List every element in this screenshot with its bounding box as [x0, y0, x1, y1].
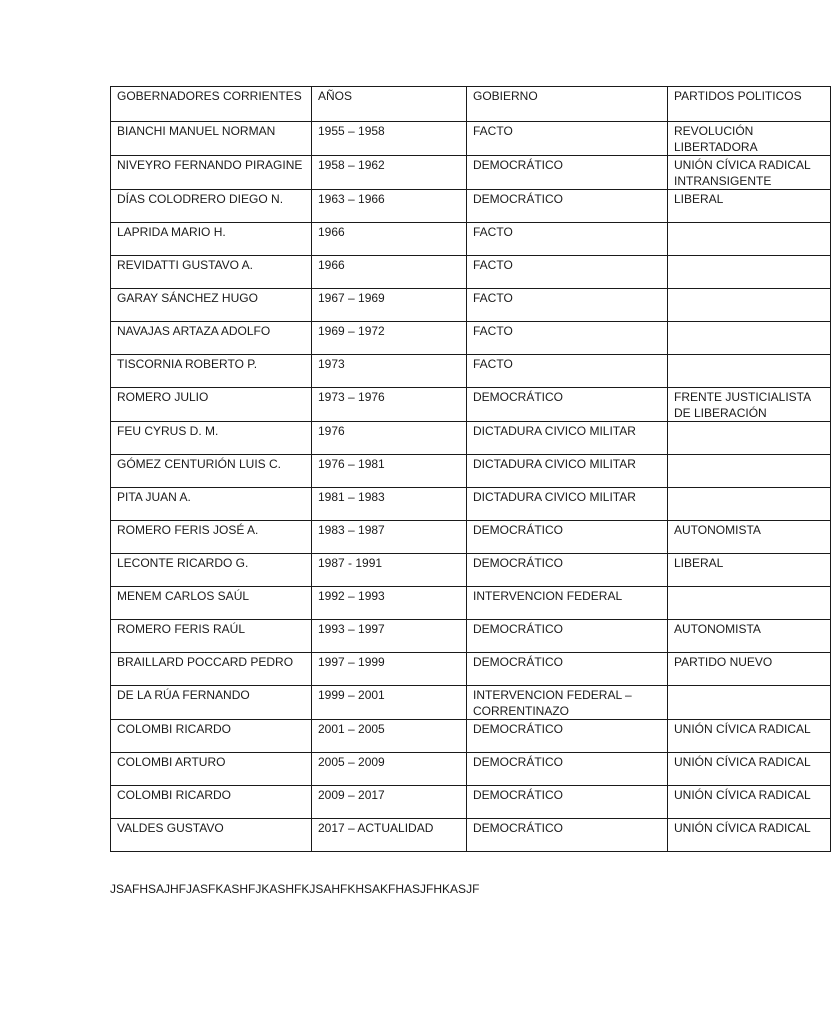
years-cell: 1963 – 1966 [312, 190, 467, 223]
governor-name-cell: DE LA RÚA FERNANDO [111, 686, 312, 720]
years-cell: 1987 - 1991 [312, 554, 467, 587]
governor-name-cell: PITA JUAN A. [111, 488, 312, 521]
party-cell [668, 422, 831, 455]
government-cell: DEMOCRÁTICO [467, 753, 668, 786]
party-cell [668, 322, 831, 355]
years-cell: 2005 – 2009 [312, 753, 467, 786]
table-row [111, 156, 831, 190]
years-cell: 1966 [312, 223, 467, 256]
government-cell: FACTO [467, 223, 668, 256]
government-cell: DICTADURA CIVICO MILITAR [467, 422, 668, 455]
footer-text: JSAFHSAJHFJASFKASHFJKASHFKJSAHFKHSAKFHASJFHKASJF [110, 882, 480, 896]
party-cell [668, 223, 831, 256]
party-cell: UNIÓN CÍVICA RADICAL [668, 819, 831, 852]
years-cell: 1983 – 1987 [312, 521, 467, 554]
years-cell: 1967 – 1969 [312, 289, 467, 322]
table-row [111, 653, 831, 686]
government-cell: DICTADURA CIVICO MILITAR [467, 455, 668, 488]
governor-name-cell: GÓMEZ CENTURIÓN LUIS C. [111, 455, 312, 488]
government-cell: DEMOCRÁTICO [467, 786, 668, 819]
party-cell: UNIÓN CÍVICA RADICAL [668, 753, 831, 786]
header-parties: PARTIDOS POLITICOS [668, 87, 831, 122]
party-cell: AUTONOMISTA [668, 620, 831, 653]
table-row [111, 720, 831, 753]
table-row [111, 488, 831, 521]
government-cell: FACTO [467, 256, 668, 289]
government-cell: DEMOCRÁTICO [467, 190, 668, 223]
governor-name-cell: DÍAS COLODRERO DIEGO N. [111, 190, 312, 223]
party-cell: LIBERAL [668, 554, 831, 587]
governor-name-cell: COLOMBI RICARDO [111, 786, 312, 819]
party-cell: UNIÓN CÍVICA RADICAL INTRANSIGENTE [668, 156, 831, 190]
years-cell: 1976 [312, 422, 467, 455]
party-cell [668, 256, 831, 289]
governor-name-cell: ROMERO JULIO [111, 388, 312, 422]
party-cell: REVOLUCIÓN LIBERTADORA [668, 122, 831, 156]
years-cell: 2017 – ACTUALIDAD [312, 819, 467, 852]
governor-name-cell: FEU CYRUS D. M. [111, 422, 312, 455]
governor-name-cell: BRAILLARD POCCARD PEDRO [111, 653, 312, 686]
party-cell: PARTIDO NUEVO [668, 653, 831, 686]
years-cell: 2009 – 2017 [312, 786, 467, 819]
party-cell: UNIÓN CÍVICA RADICAL [668, 720, 831, 753]
table-row [111, 620, 831, 653]
years-cell: 1997 – 1999 [312, 653, 467, 686]
years-cell: 1992 – 1993 [312, 587, 467, 620]
table-header-row [111, 87, 831, 122]
government-cell: FACTO [467, 355, 668, 388]
government-cell: DEMOCRÁTICO [467, 388, 668, 422]
table-row [111, 753, 831, 786]
table-row [111, 686, 831, 720]
years-cell: 1976 – 1981 [312, 455, 467, 488]
governor-name-cell: COLOMBI ARTURO [111, 753, 312, 786]
table-row [111, 455, 831, 488]
governor-name-cell: MENEM CARLOS SAÚL [111, 587, 312, 620]
governor-name-cell: REVIDATTI GUSTAVO A. [111, 256, 312, 289]
government-cell: DICTADURA CIVICO MILITAR [467, 488, 668, 521]
table-row [111, 322, 831, 355]
table-row [111, 786, 831, 819]
table-row [111, 122, 831, 156]
table-row [111, 521, 831, 554]
governor-name-cell: NAVAJAS ARTAZA ADOLFO [111, 322, 312, 355]
header-years: AÑOS [312, 87, 467, 122]
party-cell [668, 289, 831, 322]
party-cell [668, 686, 831, 720]
table-row [111, 819, 831, 852]
government-cell: DEMOCRÁTICO [467, 653, 668, 686]
governor-name-cell: ROMERO FERIS RAÚL [111, 620, 312, 653]
table-row [111, 587, 831, 620]
years-cell: 2001 – 2005 [312, 720, 467, 753]
government-cell: DEMOCRÁTICO [467, 819, 668, 852]
governor-name-cell: ROMERO FERIS JOSÉ A. [111, 521, 312, 554]
government-cell: FACTO [467, 289, 668, 322]
government-cell: FACTO [467, 122, 668, 156]
header-government: GOBIERNO [467, 87, 668, 122]
years-cell: 1973 – 1976 [312, 388, 467, 422]
table-row [111, 190, 831, 223]
party-cell: AUTONOMISTA [668, 521, 831, 554]
governor-name-cell: COLOMBI RICARDO [111, 720, 312, 753]
government-cell: INTERVENCION FEDERAL [467, 587, 668, 620]
party-cell [668, 455, 831, 488]
table-row [111, 388, 831, 422]
table-row [111, 554, 831, 587]
government-cell: DEMOCRÁTICO [467, 156, 668, 190]
government-cell: DEMOCRÁTICO [467, 521, 668, 554]
government-cell: DEMOCRÁTICO [467, 554, 668, 587]
header-governors: GOBERNADORES CORRIENTES [111, 87, 312, 122]
years-cell: 1966 [312, 256, 467, 289]
governor-name-cell: TISCORNIA ROBERTO P. [111, 355, 312, 388]
table-row [111, 422, 831, 455]
table-row [111, 256, 831, 289]
governors-table [110, 86, 831, 852]
years-cell: 1969 – 1972 [312, 322, 467, 355]
governor-name-cell: LAPRIDA MARIO H. [111, 223, 312, 256]
years-cell: 1958 – 1962 [312, 156, 467, 190]
party-cell [668, 355, 831, 388]
party-cell: FRENTE JUSTICIALISTA DE LIBERACIÓN [668, 388, 831, 422]
years-cell: 1981 – 1983 [312, 488, 467, 521]
governor-name-cell: NIVEYRO FERNANDO PIRAGINE [111, 156, 312, 190]
governor-name-cell: LECONTE RICARDO G. [111, 554, 312, 587]
governors-table-body [111, 87, 831, 852]
years-cell: 1973 [312, 355, 467, 388]
years-cell: 1955 – 1958 [312, 122, 467, 156]
governor-name-cell: VALDES GUSTAVO [111, 819, 312, 852]
government-cell: DEMOCRÁTICO [467, 720, 668, 753]
party-cell [668, 587, 831, 620]
party-cell [668, 488, 831, 521]
table-row [111, 223, 831, 256]
governor-name-cell: GARAY SÁNCHEZ HUGO [111, 289, 312, 322]
government-cell: INTERVENCION FEDERAL – CORRENTINAZO [467, 686, 668, 720]
party-cell: UNIÓN CÍVICA RADICAL [668, 786, 831, 819]
years-cell: 1993 – 1997 [312, 620, 467, 653]
party-cell: LIBERAL [668, 190, 831, 223]
government-cell: FACTO [467, 322, 668, 355]
governor-name-cell: BIANCHI MANUEL NORMAN [111, 122, 312, 156]
years-cell: 1999 – 2001 [312, 686, 467, 720]
table-row [111, 289, 831, 322]
government-cell: DEMOCRÁTICO [467, 620, 668, 653]
table-row [111, 355, 831, 388]
